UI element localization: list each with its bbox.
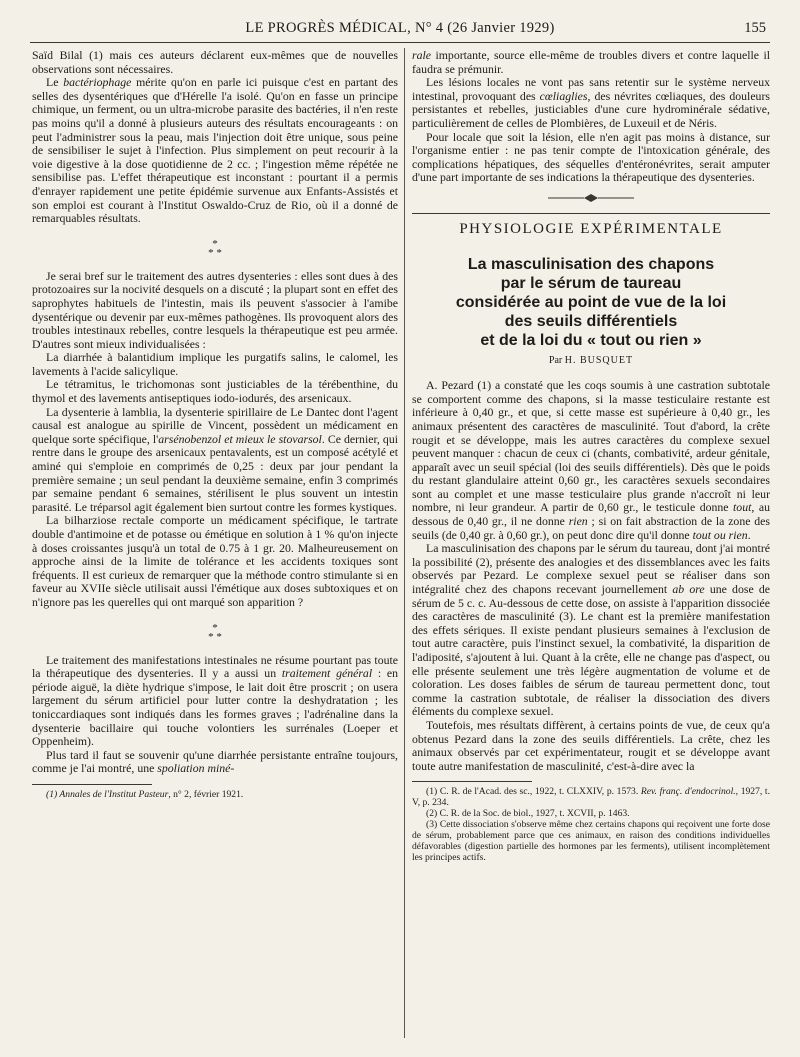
paragraph: La masculinisation des chapons par le sérum du taureau, dont j'ai montré la possibilité (2), présente des analogies et des dissemblances avec les faits observés par Pezard. Le complexe sexuel peut se réaliser dans son intégralité chez des chapons recevant journellement ab ore une dose de sérum de 5 c. c. Au-dessous de cette dose, on assiste à l'apparition dissociée des caractères de masculinité (3). Le chant est la première manifestation des effets sériques. Il existe pendant plusieurs semaines à l'exclusion de tout autre caractère, puis l'instinct sexuel, la combativité, la disparition de l'adiposité, s'ajoutent à lui. Quant à la crête, elle ne change pas d'aspect, ou elle présente seulement une très légère augmentation de volume et de coloration. Les doses faibles de sérum de taureau permettent donc, tout comme la castration subtotale, de réaliser la dissociation des divers éléments du complexe sexuel. (412, 541, 770, 719)
left-column (32, 49, 398, 800)
paragraph: La dysenterie à lamblia, la dysenterie spirillaire de Le Dantec dont l'agent causal est analogue au spirille de Vincent, possèdent un médicament en quelque sorte spécifique, l'arsénobenzol et mieux le stovarsol. Ce dernier, qui rentre dans le groupe des arsenicaux pentavalents, est un composé acétylé et aminé qui s'emploie en comprimés de 0,25 : deux par jour pendant la première semaine ; un seul pendant la deuxième semaine, enfin 3 comprimés par semaine pendant 6 semaines, stérilisent le plus souvent un intestin parasité. Le tréparsol agit également bien surtout contre les formes kystiques. (32, 404, 399, 514)
paragraph: Toutefois, mes résultats diffèrent, à certains points de vue, de ceux qu'a obtenus Pezard dans la zone des seuils différentiels. La crête, chez les animaux observés par cet expérimentateur, rougit et se développe avant toute autre manifestation de masculinité, c'est-à-dire avec la (412, 717, 770, 773)
section-heading: PHYSIOLOGIE EXPÉRIMENTALE (412, 213, 770, 237)
paragraph: Le traitement des manifestations intestinales ne résume pourtant pas toute la thérapeutique des dysenteries. Il y a aussi un traitement général : en période aiguë, la diète hydrique s'impose, le lait doit être proscrit ; on usera largement du sérum artificiel pour lutter contre la deshydratation ; les toniccardiaques sont indiqués dans les formes graves ; l'adrénaline dans la dysenterie bacillaire qui touche volontiers les surrénales (Loeper et Oppenheim). (32, 652, 398, 749)
footnote-rule (412, 781, 532, 782)
author-name: H. BUSQUET (564, 354, 634, 366)
right-column (412, 49, 770, 863)
asterism-divider: * * * (208, 237, 222, 259)
paragraph: A. Pezard (1) a constaté que les coqs soumis à une castration subtotale se comportent comme des chapons, si la masse testiculaire restante est inférieure à 0,40 gr., et que, si cette masse est supérieure à 0,40 gr., les animaux présentent des caractères de masculinité. Tout d'abord, la crête rougit et se développe, mais les autres caractères du complexe sexuel peuvent manquer : chacun de ceux ci (chants, combativité, ardeur génitale, apparaît avec un seuil spécial (loi des seuils différentiels). Dès que le poids du restant glandulaire atteint 0,60 gr., les caractères sexuels secondaires sont au complet et une masse testiculaire plus grande n'accroît ni leur nombre, ni leur grandeur. A partir de 0,60 gr., le testicule donne tout, au dessous de 0,40 gr., il ne donne rien ; si on fait abstraction de la zone des seuils (de 0,40 gr. à 0,60 gr.), on peut donc dire qu'il donne tout ou rien. (412, 378, 770, 542)
paragraph: Saïd Bilal (1) mais ces auteurs déclarent eux-mêmes que de nouvelles observations sont nécessaires. (32, 48, 398, 76)
page-number: 155 (744, 20, 766, 36)
paragraph: Pour locale que soit la lésion, elle n'en agit pas moins à distance, sur l'organisme entier : ne pas tenir compte de l'intoxication générale, des complications hépatiques, des séquelles d'entéronévrites, serait amputer d'une part importante de ses indications la thérapeutique des dysenteries. (412, 129, 770, 185)
journal-title: LE PROGRÈS MÉDICAL, N° 4 (26 Janvier 1929) (245, 20, 555, 36)
ornament-icon (546, 191, 636, 205)
paragraph: rale importante, source elle-même de troubles divers et contre laquelle il faudra se prémunir. (412, 48, 770, 76)
column-separator (404, 48, 405, 1038)
paragraph: Le tétramitus, le trichomonas sont justiciables de la térébenthine, du thymol et des lavements antiseptiques iodo-iodurés, des arsenicaux. (32, 377, 398, 406)
article-title: La masculinisation des chapons par le sérum de taureau considérée au point de vue de la loi des seuils différentiels et de la loi du « tout ou rien » (455, 255, 727, 349)
paragraph: Le bactériophage mérite qu'on en parle ici puisque c'est en partant des selles des dysentériques que d'Hérelle l'a isolé. Qu'on en fasse un principe chimique, un ferment, ou un ultra-microbe parasite des bactéries, il n'en reste pas moins qu'il a donné à plusieurs auteurs des résultats encourageants : on peut l'administrer sous la peau, mais l'injection doit être unique, sous peine de sensibiliser le sujet à l'infection. Plus simplement on peut recourir à la voie digestive à la dose quotidienne de 2 cc. ; l'ingestion même répétée ne sensibilise pas. L'effet thérapeutique est inconstant : pourtant il a permis d'enrayer rapidement une petite épidémie survenue aux Enfants-Assistés et son emploi est courant à l'Institut Oswaldo-Cruz de Rio, où il a donné de remarquables résultats. (32, 75, 398, 226)
paragraph: La bilharziose rectale comporte un médicament spécifique, le tartrate double d'antimoine et de potasse ou émétique en solution à 1 % qu'on injecte à doses croissantes jusqu'à un total de 0.75 à 1 gr. 20. Malheureusement on approche ainsi de la limite de tolérance et les accidents toxiques sont fréquents. Il est curieux de remarquer que la méthode contro stimulante si en faveur au XVIIe siècle utilisait aussi l'émétique aux doses subtoxiques et on n'ignore pas les querelles qui ont marqué son apparition ? (32, 513, 398, 609)
fleuron-ornament (412, 191, 770, 207)
paragraph: Je serai bref sur le traitement des autres dysenteries : elles sont dues à des protozoaires sur la nocivité desquels on a discuté ; la plupart sont en effet des saprophytes habituels de l'intestin, mais ils peuvent s'associer à l'amibe dysentérique ou devenir par eux-mêmes pathogènes. Ils provoquent alors des troubles intestinaux rebelles, contre lesquels la thérapeutique est peu armée. D'autres sont mieux individualisées : (32, 268, 398, 351)
footnote: (3) Cette dissociation s'observe même chez certains chapons qui reçoivent une forte dose de sérum, probablement parce que ces animaux, en raison des conditions individuelles défavorables (digestion partielle des hormones par les ferments), utilisent incomplètement les principes actifs. (412, 819, 770, 864)
footnote: (2) C. R. de la Soc. de biol., 1927, t. XCVII, p. 1463. (426, 808, 630, 820)
footnote: (1) C. R. de l'Acad. des sc., 1922, t. CLXXIV, p. 1573. Rev. franç. d'endocrinol., 1927, t. V, p. 234. (412, 786, 770, 809)
asterism-divider: * * * (208, 621, 222, 643)
footnote-rule (32, 784, 152, 785)
byline: Par H. BUSQUET (548, 354, 634, 366)
page-header (30, 20, 770, 43)
paragraph: Les lésions locales ne vont pas sans retentir sur le système nerveux intestinal, provoquant des cœliaglies, des névrites cœliaques, des douleurs persistantes et rebelles, justiciables d'une cure hydrominérale sédative, particulièrement de celles de Plombières, de Luxeuil et de Néris. (412, 75, 770, 130)
paragraph: La diarrhée à balantidium implique les purgatifs salins, le calomel, les lavements à l'acide salicylique. (32, 350, 398, 378)
footnote: (1) Annales de l'Institut Pasteur, n° 2, février 1921. (46, 788, 244, 800)
paragraph: Plus tard il faut se souvenir qu'une diarrhée persistante entraîne toujours, comme je l'ai montré, une spoliation miné- (32, 747, 398, 776)
